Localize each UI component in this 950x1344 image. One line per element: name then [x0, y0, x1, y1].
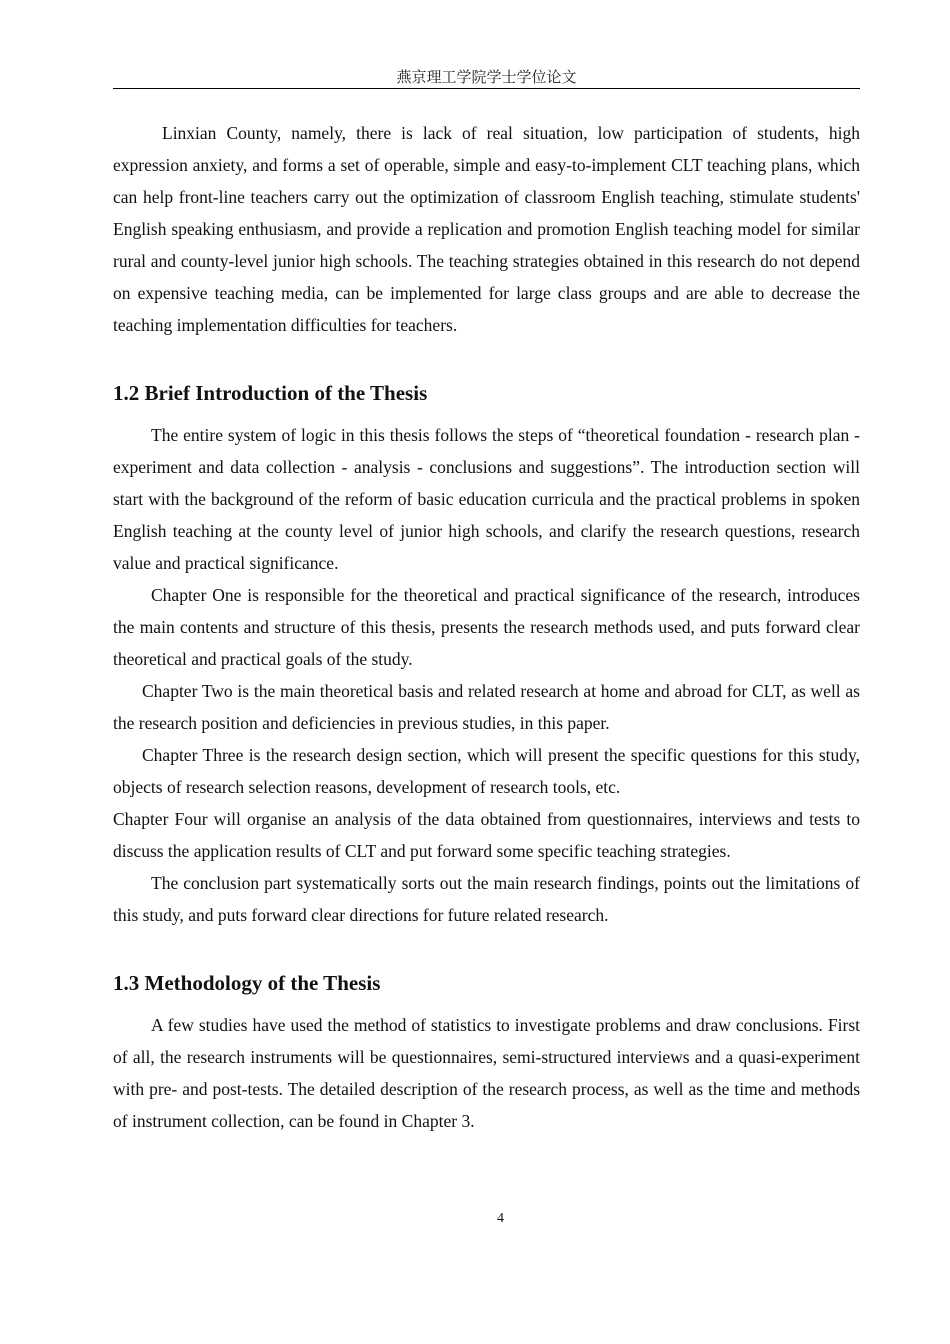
header-rule [113, 88, 860, 89]
paragraph-chapter-one: Chapter One is responsible for the theoretical and practical significance of the research, introduces the main contents and structure of this thesis, presents the research methods used, and puts forward clear theoretical and practical goals of the study. [113, 585, 860, 669]
paragraph-chapter-two: Chapter Two is the main theoretical basis and related research at home and abroad for CLT, as well as the research position and deficiencies in previous studies, in this paper. [113, 681, 860, 733]
section-heading-1-3: 1.3 Methodology of the Thesis [113, 971, 381, 995]
paragraph-intro-continuation: Linxian County, namely, there is lack of real situation, low participation of students, high expression anxiety, and forms a set of operable, simple and easy-to-implement CLT teaching plans, which can help front-line teachers carry out the optimization of classroom English teaching, stimulate students' English speaking enthusiasm, and provide a replication and promotion English teaching model for similar rural and county-level junior high schools. The teaching strategies obtained in this research do not depend on expensive teaching media, can be implemented for large class groups and are able to decrease the teaching implementation difficulties for teachers. [113, 123, 860, 335]
page-body [113, 117, 860, 1137]
running-header: 燕京理工学院学士学位论文 [396, 68, 577, 86]
paragraph-thesis-logic: The entire system of logic in this thesis follows the steps of “theoretical foundation - research plan - experiment and data collection - analysis - conclusions and suggestions”. The introduction section will start with the background of the reform of basic education curricula and the practical problems in spoken English teaching at the county level of junior high schools, and clarify the research questions, research value and practical significance. [113, 425, 860, 573]
paragraph-chapter-three: Chapter Three is the research design section, which will present the specific questions for this study, objects of research selection reasons, development of research tools, etc. [113, 745, 860, 797]
paragraph-chapter-four: Chapter Four will organise an analysis of the data obtained from questionnaires, interviews and tests to discuss the application results of CLT and put forward some specific teaching strategies. [113, 809, 860, 861]
paragraph-conclusion-part: The conclusion part systematically sorts out the main research findings, points out the limitations of this study, and puts forward clear directions for future related research. [113, 873, 860, 925]
paragraph-methodology: A few studies have used the method of statistics to investigate problems and draw conclusions. First of all, the research instruments will be questionnaires, semi-structured interviews and a quasi-experiment with pre- and post-tests. The detailed description of the research process, as well as the time and methods of instrument collection, can be found in Chapter 3. [113, 1015, 860, 1131]
page-number: 4 [497, 1211, 504, 1226]
section-heading-1-2: 1.2 Brief Introduction of the Thesis [113, 381, 428, 405]
